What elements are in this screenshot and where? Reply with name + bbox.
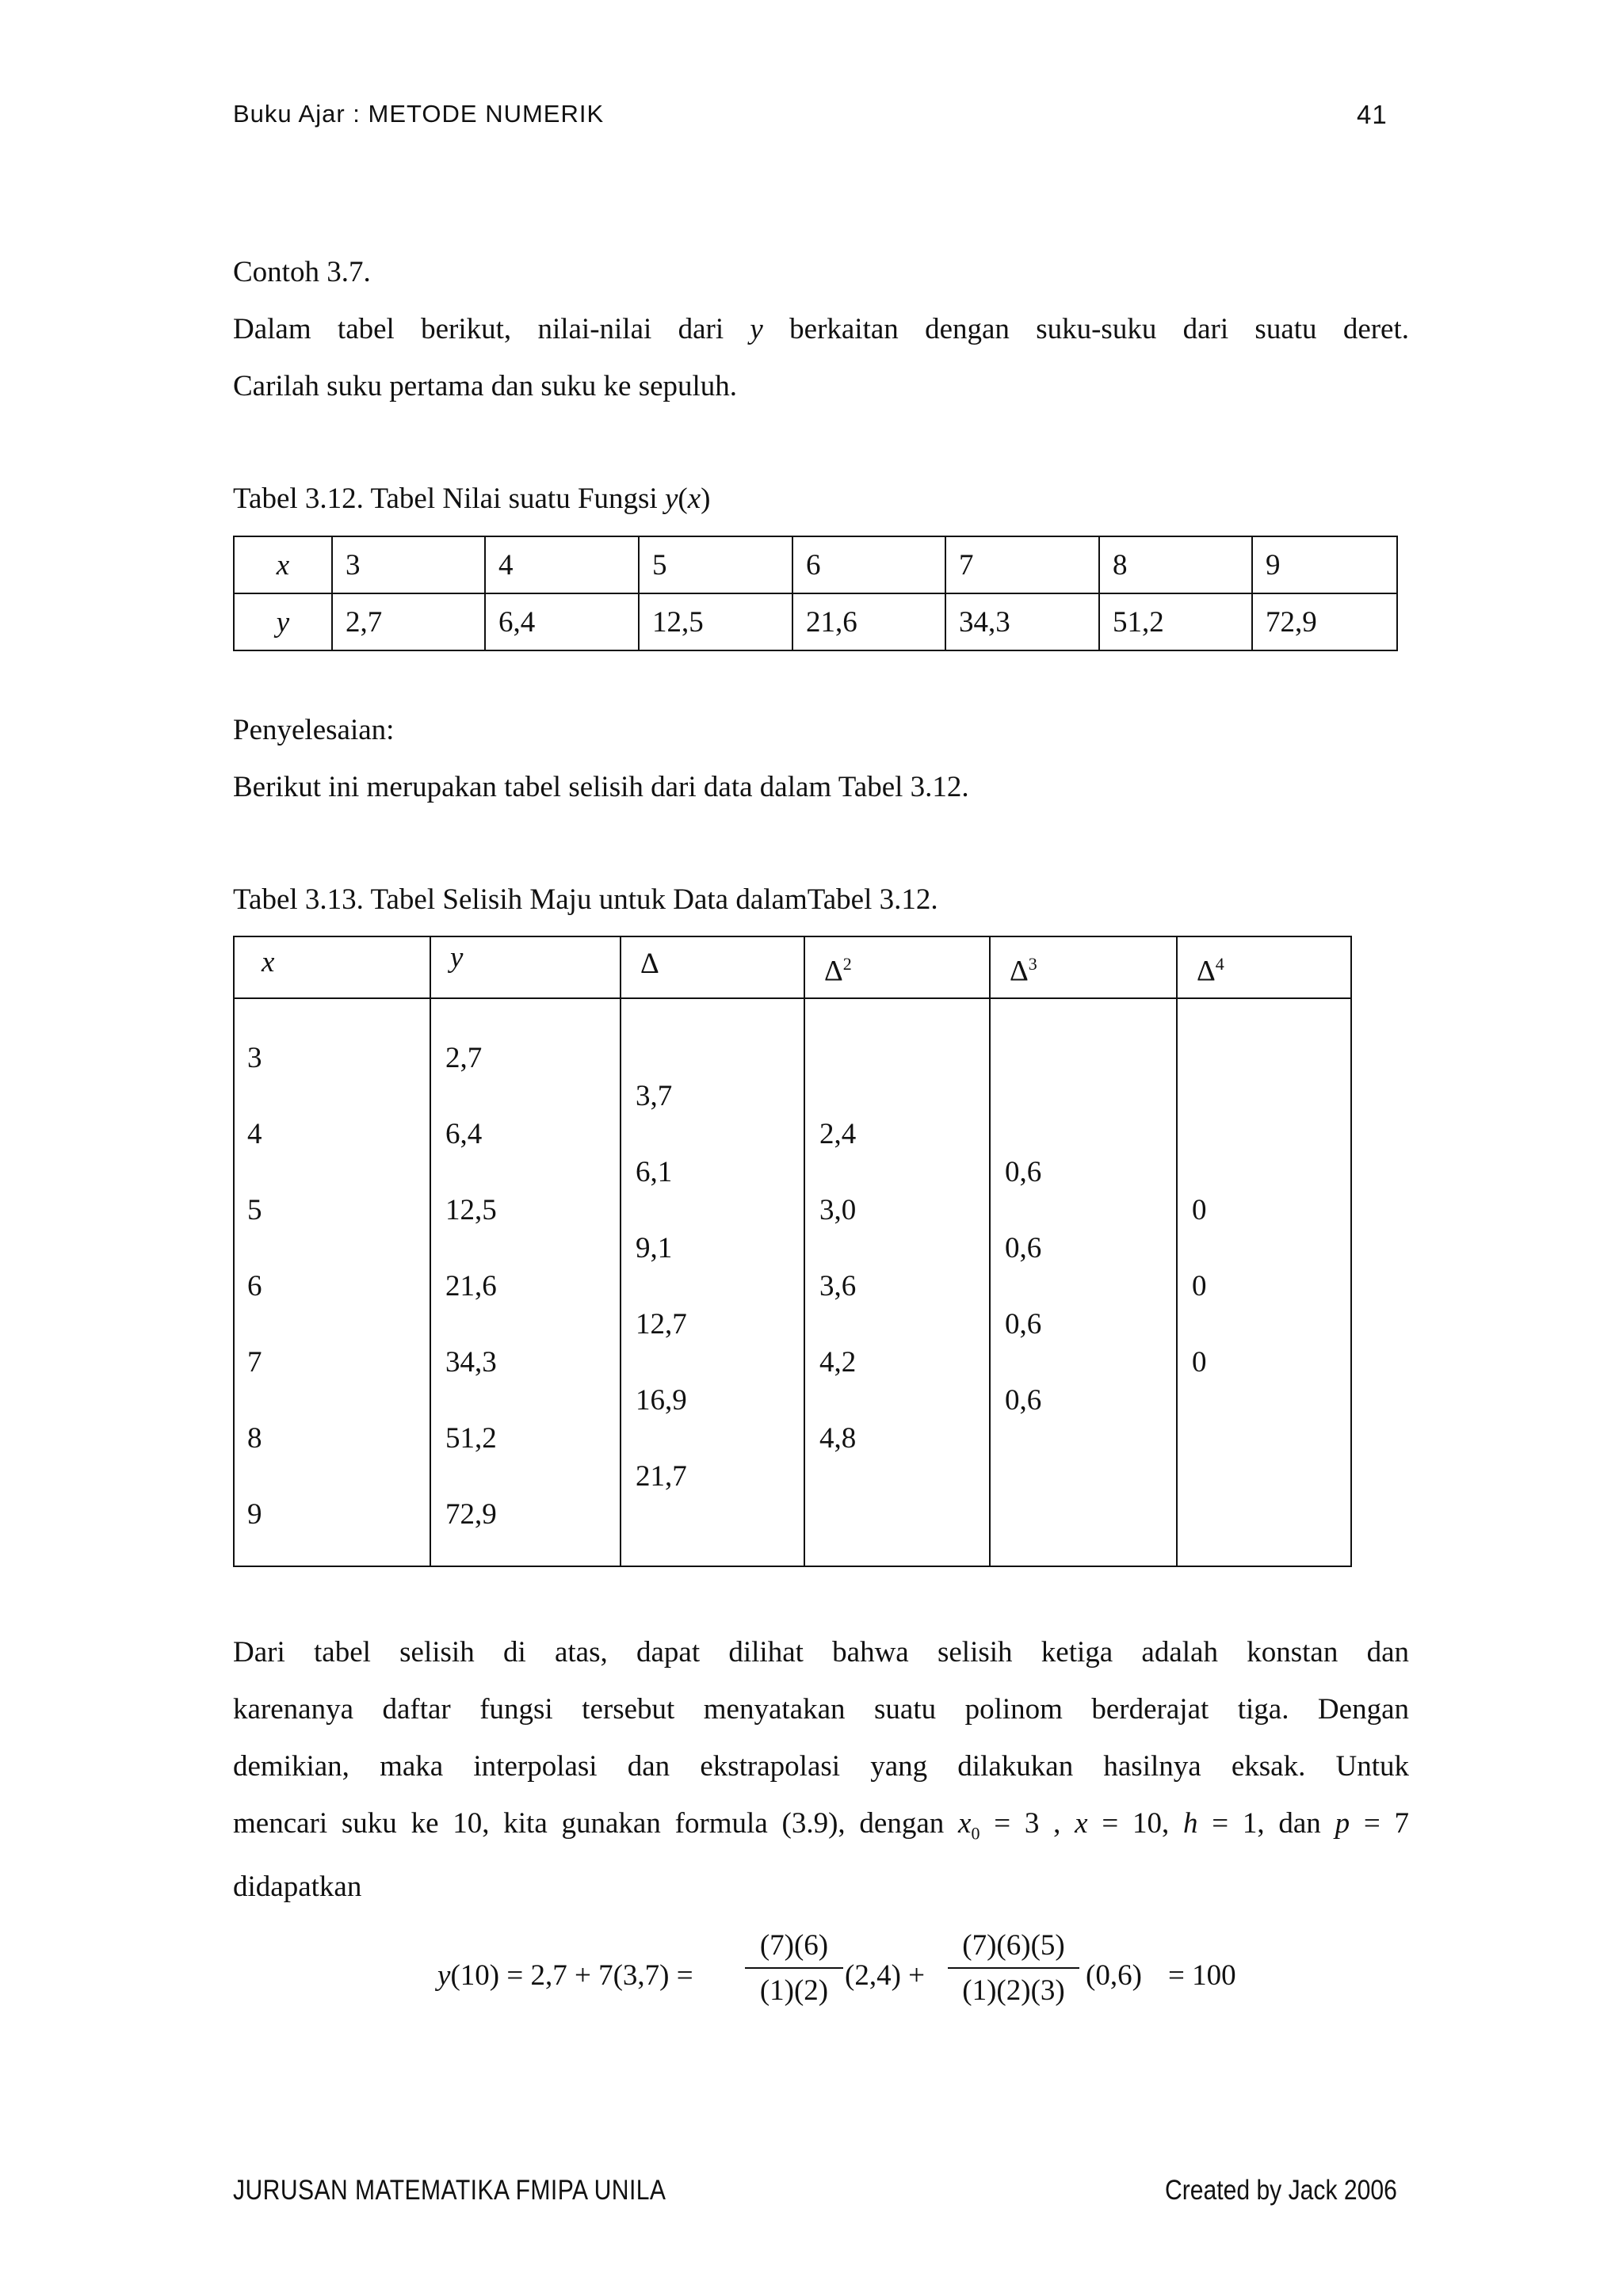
x-value: 6 <box>247 1270 262 1302</box>
example-text: berkaitan dengan suku-suku dari suatu deret. <box>789 313 1410 345</box>
fraction-numerator: (7)(6) <box>759 1929 829 1962</box>
conclusion-line4 <box>233 1795 1409 1862</box>
delta3-value: 0,6 <box>1005 1384 1042 1417</box>
fraction-denominator: (1)(2)(3) <box>962 1974 1065 2007</box>
solution-heading: Penyelesaian: <box>233 714 395 746</box>
inline-formula <box>958 1807 1409 1844</box>
formula-lhs <box>437 1958 693 1993</box>
exponent: 3 <box>1028 954 1037 974</box>
delta-symbol: Δ <box>824 955 843 988</box>
header-delta3 <box>1010 948 1037 987</box>
header-delta1: Δ <box>640 948 659 980</box>
formula-term: (2,4) + <box>845 1959 926 1992</box>
caption-paren: ) <box>701 482 711 515</box>
conclusion-line3: demikian, maka interpolasi dan ekstrapolasi yang dilakukan hasilnya eksak. Untuk <box>233 1750 1409 1783</box>
table-row-y <box>234 593 1397 650</box>
delta1-value: 12,7 <box>636 1308 687 1341</box>
exponent: 2 <box>842 954 852 974</box>
column-divider <box>430 937 431 1566</box>
table-cell: 12,5 <box>639 593 792 650</box>
y-value: 21,6 <box>445 1270 497 1302</box>
header-y: y <box>450 941 464 974</box>
fraction-denominator: (1)(2) <box>759 1974 829 2007</box>
subscript: 0 <box>971 1823 980 1844</box>
delta3-value: 0,6 <box>1005 1232 1042 1264</box>
inline-text: = 10, <box>1087 1807 1183 1840</box>
table-312-caption <box>233 471 711 528</box>
table-cell: 3 <box>332 536 485 593</box>
table-cell: 6 <box>792 536 945 593</box>
table-cell: 6,4 <box>485 593 639 650</box>
x-value: 7 <box>247 1346 262 1379</box>
delta1-value: 3,7 <box>636 1080 673 1112</box>
caption-argument: x <box>687 482 701 515</box>
header-delta2 <box>824 948 852 987</box>
delta2-value: 4,2 <box>819 1346 857 1379</box>
inline-text: = 3 , <box>994 1807 1075 1840</box>
delta1-value: 6,1 <box>636 1156 673 1188</box>
conclusion-text: mencari suku ke 10, kita gunakan formula (3.9), dengan <box>233 1807 945 1840</box>
x-value: 8 <box>247 1422 262 1455</box>
x-value: 3 <box>247 1042 262 1074</box>
table-cell: 5 <box>639 536 792 593</box>
variable-x: x <box>1075 1807 1088 1840</box>
fraction-bar <box>745 1967 843 1969</box>
caption-text: Tabel 3.12. Tabel Nilai suatu Fungsi <box>233 482 665 515</box>
table-cell: 4 <box>485 536 639 593</box>
table-cell: 21,6 <box>792 593 945 650</box>
y-value: 2,7 <box>445 1042 483 1074</box>
page-number: 41 <box>1357 100 1388 129</box>
x-value: 4 <box>247 1118 262 1150</box>
formula-function: y <box>437 1959 451 1992</box>
delta3-value: 0,6 <box>1005 1308 1042 1341</box>
delta4-value: 0 <box>1192 1194 1207 1226</box>
result-formula <box>0 1916 1623 2035</box>
x-value: 5 <box>247 1194 262 1226</box>
conclusion-line5: didapatkan <box>233 1871 362 1903</box>
delta1-value: 21,7 <box>636 1460 687 1493</box>
column-divider <box>1176 937 1178 1566</box>
delta3-value: 0,6 <box>1005 1156 1042 1188</box>
column-divider <box>804 937 805 1566</box>
running-header-title: Buku Ajar : METODE NUMERIK <box>233 100 605 128</box>
delta2-value: 4,8 <box>819 1422 857 1455</box>
table-cell: 9 <box>1252 536 1397 593</box>
delta4-value: 0 <box>1192 1270 1207 1302</box>
inline-text: = 1, dan <box>1197 1807 1335 1840</box>
delta1-value: 16,9 <box>636 1384 687 1417</box>
table-cell: 2,7 <box>332 593 485 650</box>
x-value: 9 <box>247 1498 262 1531</box>
delta-symbol: Δ <box>1197 955 1216 988</box>
footer-credit: Created by Jack 2006 <box>1165 2175 1397 2206</box>
caption-function: y <box>664 482 678 515</box>
row-header-x: x <box>234 536 332 593</box>
exponent: 4 <box>1215 954 1224 974</box>
y-value: 6,4 <box>445 1118 483 1150</box>
conclusion-line2: karenanya daftar fungsi tersebut menyatakan suatu polinom berderajat tiga. Dengan <box>233 1693 1409 1726</box>
variable-h: h <box>1182 1807 1198 1840</box>
row-header-y: y <box>234 593 332 650</box>
y-value: 34,3 <box>445 1346 497 1379</box>
variable-y: y <box>750 313 763 345</box>
y-value: 51,2 <box>445 1422 497 1455</box>
solution-intro: Berikut ini merupakan tabel selisih dari data dalam Tabel 3.12. <box>233 771 969 803</box>
table-row-x <box>234 536 1397 593</box>
y-value: 72,9 <box>445 1498 497 1531</box>
formula-result: = 100 <box>1168 1959 1236 1992</box>
column-divider <box>989 937 991 1566</box>
delta2-value: 3,6 <box>819 1270 857 1302</box>
delta4-value: 0 <box>1192 1346 1207 1379</box>
y-value: 12,5 <box>445 1194 497 1226</box>
table-cell: 51,2 <box>1099 593 1252 650</box>
caption-paren: ( <box>678 482 688 515</box>
formula-term: (0,6) <box>1086 1959 1142 1992</box>
footer-department: JURUSAN MATEMATIKA FMIPA UNILA <box>233 2175 666 2206</box>
conclusion-line1: Dari tabel selisih di atas, dapat dilihat bahwa selisih ketiga adalah konstan dan <box>233 1636 1409 1669</box>
example-text: Dalam tabel berikut, nilai-nilai dari <box>233 313 724 345</box>
table-cell: 7 <box>945 536 1099 593</box>
table-cell: 8 <box>1099 536 1252 593</box>
variable-p: p <box>1335 1807 1350 1840</box>
formula-text: (10) = 2,7 + 7(3,7) = <box>450 1959 693 1992</box>
inline-text: = 7 <box>1350 1807 1409 1840</box>
table-313 <box>233 936 1352 1567</box>
table-313-caption: Tabel 3.13. Tabel Selisih Maju untuk Data dalamTabel 3.12. <box>233 883 938 916</box>
header-delta4 <box>1197 948 1224 987</box>
delta2-value: 3,0 <box>819 1194 857 1226</box>
fraction-bar <box>948 1967 1079 1969</box>
header-x: x <box>262 946 275 978</box>
delta2-value: 2,4 <box>819 1118 857 1150</box>
example-heading: Contoh 3.7. <box>233 256 371 288</box>
delta1-value: 9,1 <box>636 1232 673 1264</box>
fraction-2 <box>948 1928 1079 2008</box>
delta-symbol: Δ <box>1010 955 1029 988</box>
table-cell: 34,3 <box>945 593 1099 650</box>
column-divider <box>620 937 621 1566</box>
fraction-numerator: (7)(6)(5) <box>962 1929 1065 1962</box>
fraction-1 <box>745 1928 843 2008</box>
header-divider <box>235 997 1350 999</box>
table-312 <box>233 536 1398 651</box>
example-paragraph-line1 <box>233 301 1409 358</box>
table-cell: 72,9 <box>1252 593 1397 650</box>
variable-x: x <box>958 1807 972 1840</box>
example-paragraph-line2: Carilah suku pertama dan suku ke sepuluh. <box>233 370 738 402</box>
